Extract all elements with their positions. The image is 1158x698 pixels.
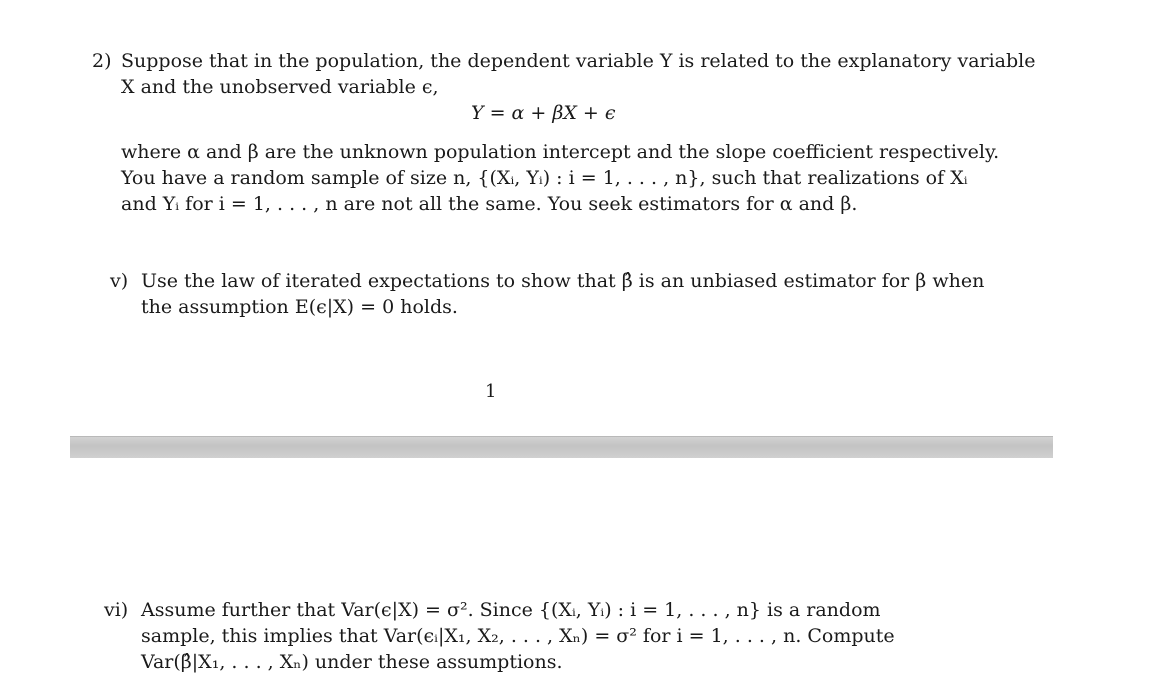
q2-text-line-2: X and the unobserved variable ϵ, [121, 76, 439, 98]
q2-equation: Y = α + βX + ϵ [471, 102, 616, 124]
part-vi-line-3: Var(β̂|X₁, . . . , Xₙ) under these assumptions. [141, 651, 563, 673]
part-vi-line-2: sample, this implies that Var(ϵᵢ|X₁, X₂, . . . , Xₙ) = σ² for i = 1, . . . , n. Compute [141, 625, 895, 647]
q2-text-line-1: Suppose that in the population, the dependent variable Y is related to the explanatory variable [121, 50, 1036, 72]
q2-text-line-5: and Yᵢ for i = 1, . . . , n are not all the same. You seek estimators for α and β. [121, 193, 858, 215]
page-number: 1 [485, 381, 497, 402]
part-vi-line-1: Assume further that Var(ϵ|X) = σ². Since {(Xᵢ, Yᵢ) : i = 1, . . . , n} is a random [141, 599, 881, 621]
q2-text-line-4: You have a random sample of size n, {(Xᵢ, Yᵢ) : i = 1, . . . , n}, such that realizations of Xᵢ [121, 167, 968, 189]
part-vi-label: vi) [104, 599, 129, 621]
page-divider [70, 436, 1053, 458]
part-v-line-1: Use the law of iterated expectations to show that β̂ is an unbiased estimator for β when [141, 270, 985, 292]
page-divider-edge [70, 436, 1053, 437]
part-v-line-2: the assumption E(ϵ|X) = 0 holds. [141, 296, 458, 318]
q2-text-line-3: where α and β are the unknown population intercept and the slope coefficient respectively. [121, 141, 1000, 163]
part-v-label: v) [110, 270, 129, 292]
q2-label: 2) [92, 50, 112, 72]
